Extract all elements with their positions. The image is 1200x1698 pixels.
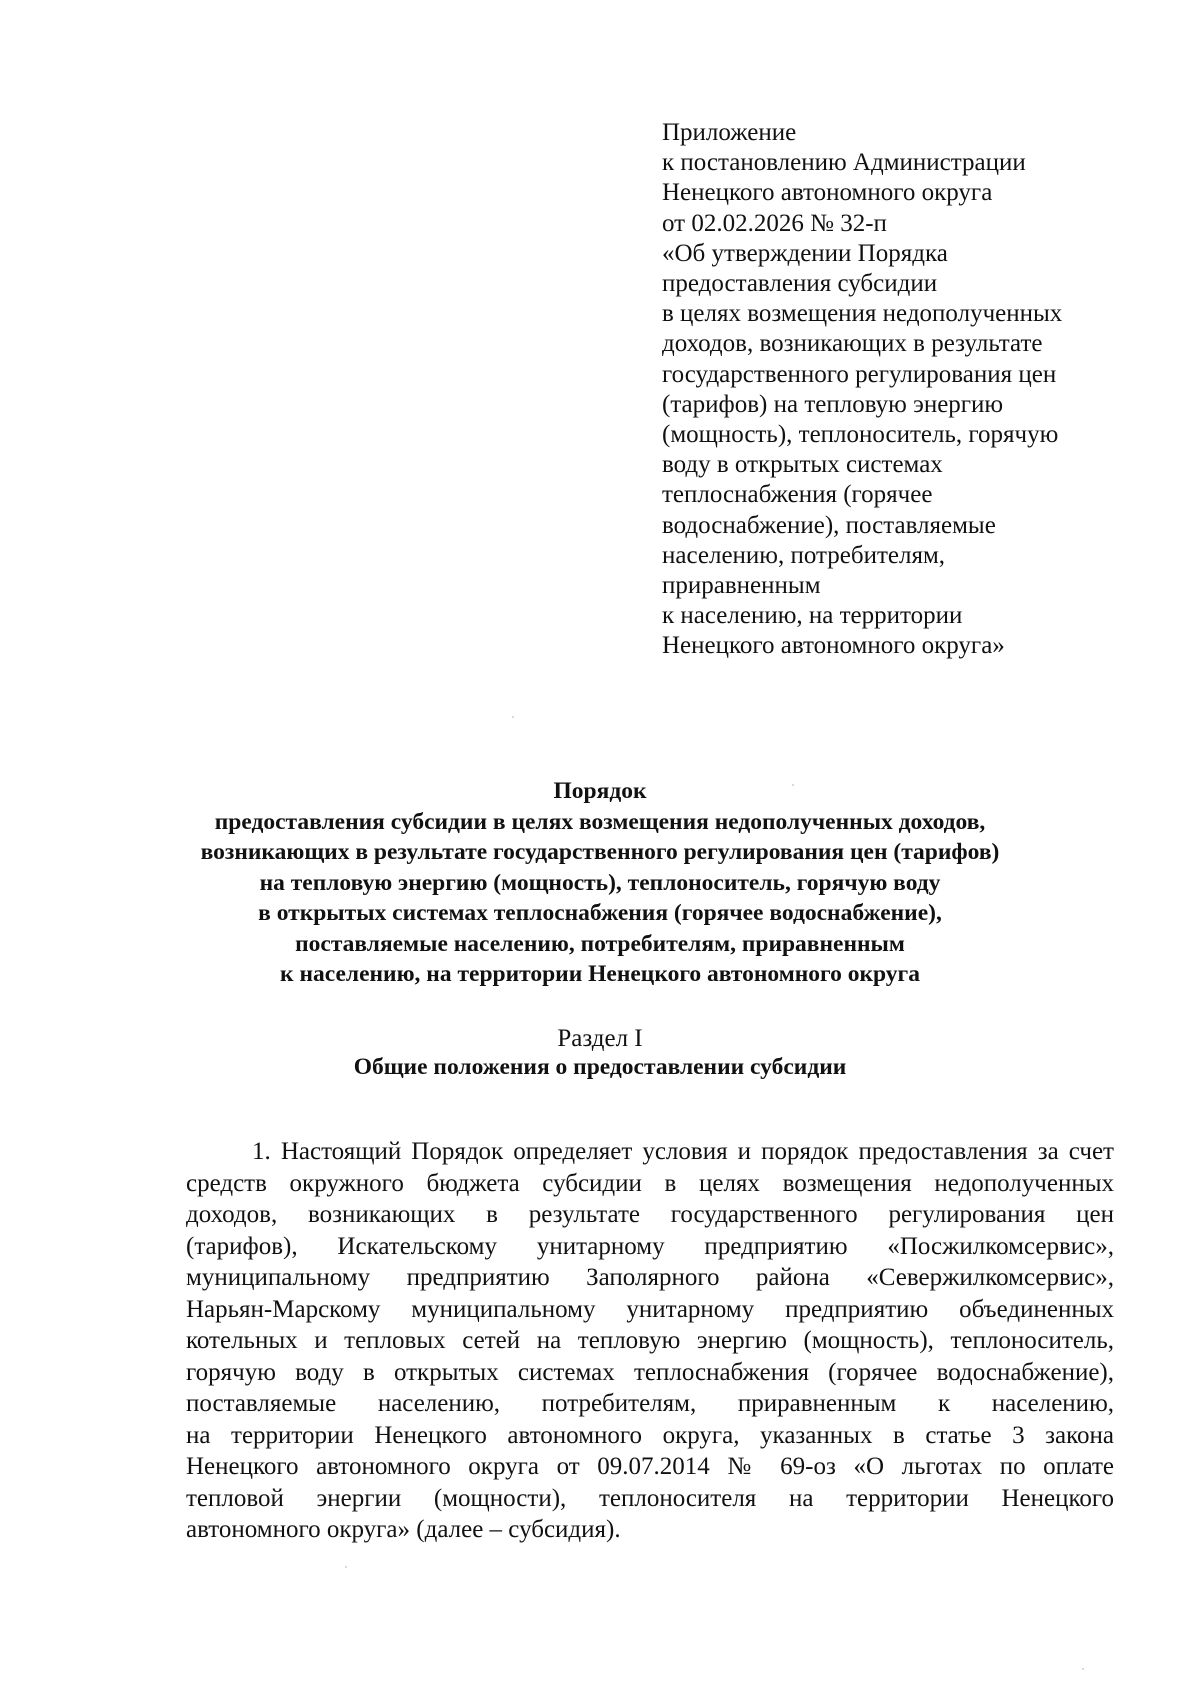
scan-speck (792, 784, 794, 786)
section-label: Раздел I (557, 1025, 643, 1052)
scan-speck (512, 716, 514, 718)
appendix-line: (тарифов) на тепловую энергию (662, 390, 1004, 418)
title-line: предоставления субсидии в целях возмещения недополученных доходов, (214, 808, 986, 835)
appendix-line: водоснабжение), поставляемые (662, 511, 996, 539)
appendix-line: теплоснабжения (горячее (662, 481, 933, 509)
appendix-line: Ненецкого автономного округа» (662, 632, 1005, 660)
appendix-line: к постановлению Администрации (662, 149, 1026, 177)
appendix-line: к населению, на территории (662, 602, 963, 630)
paragraph-line: 1. Настоящий Порядок определяет условия и порядок предоставления за счет (252, 1138, 1114, 1165)
paragraph-line: средств окружного бюджета субсидии в целях возмещения недополученных (186, 1169, 1114, 1197)
paragraph-line: доходов, возникающих в результате государственного регулирования цен (186, 1201, 1114, 1228)
appendix-line: населению, потребителям, (662, 541, 946, 569)
paragraph-1 (186, 1136, 1114, 1546)
appendix-line: воду в открытых системах (662, 451, 943, 479)
section-title: Общие положения о предоставлении субсидии (353, 1054, 847, 1080)
paragraph-line: поставляемые населению, потребителям, приравненным к населению, (186, 1390, 1114, 1417)
paragraph-line: Ненецкого автономного округа от 09.07.2014 № 69-оз «О льготах по оплате (186, 1453, 1114, 1480)
scan-speck (1082, 1668, 1084, 1670)
appendix-line: «Об утверждении Порядка (662, 239, 948, 267)
appendix-line: от 02.02.2026 № 32-п (662, 209, 887, 237)
title-heading: Порядок (553, 778, 647, 804)
document-title (150, 776, 1050, 990)
paragraph-line: автономного округа» (далее – субсидия). (186, 1516, 621, 1543)
title-line: поставляемые населению, потребителям, приравненным (295, 930, 905, 957)
paragraph-line: тепловой энергии (мощности), теплоносителя на территории Ненецкого (186, 1484, 1114, 1512)
paragraph-line: на территории Ненецкого автономного округа, указанных в статье 3 закона (186, 1421, 1114, 1449)
scan-speck (345, 1566, 347, 1568)
paragraph-line: Нарьян-Марскому муниципальному унитарному предприятию объединенных (186, 1295, 1114, 1323)
appendix-line: доходов, возникающих в результате (662, 330, 1043, 358)
paragraph-line: (тарифов), Искательскому унитарному предприятию «Посжилкомсервис», (186, 1232, 1114, 1260)
paragraph-line: котельных и тепловых сетей на тепловую энергию (мощность), теплоноситель, (186, 1327, 1114, 1354)
paragraph-line: муниципальному предприятию Заполярного района «Севержилкомсервис», (186, 1264, 1114, 1291)
appendix-line: в целях возмещения недополученных (662, 300, 1063, 328)
paragraph-line: горячую воду в открытых системах теплоснабжения (горячее водоснабжение), (186, 1358, 1114, 1386)
title-line: возникающих в результате государственного регулирования цен (тарифов) (200, 839, 1000, 865)
title-line: к населению, на территории Ненецкого автономного округа (280, 961, 920, 987)
title-line: на тепловую энергию (мощность), теплоноситель, горячую воду (259, 869, 941, 896)
appendix-line: государственного регулирования цен (662, 360, 1057, 388)
appendix-line: приравненным (662, 572, 821, 600)
appendix-line: (мощность), теплоноситель, горячую (662, 421, 1059, 449)
appendix-line: Ненецкого автономного округа (662, 179, 993, 207)
title-line: в открытых системах теплоснабжения (горячее водоснабжение), (258, 900, 942, 926)
appendix-line: предоставления субсидии (662, 270, 938, 298)
appendix-header (662, 118, 1122, 662)
appendix-line: Приложение (662, 119, 797, 146)
